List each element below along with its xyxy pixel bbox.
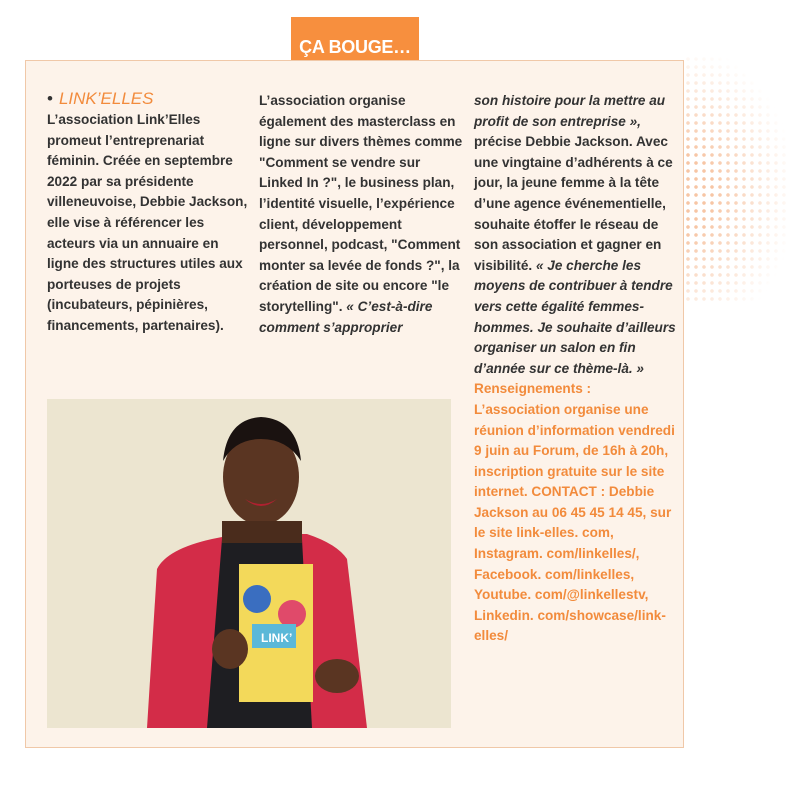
quote-end: son histoire pour la mettre au profit de son entreprise », [474,93,666,129]
quote-start: « C’est-à-dire comment s’approprier [259,298,433,335]
column-1-text: L’association Link’Elles promeut l’entreprenariat féminin. Créée en septembre 2022 par sa présidente villeneuvoise, Debbie Jackson, elle vise à référencer les acteurs via un annuaire en ligne des structures utiles aux porteuses de projets (incubateurs, pépinières, financements, partenaires). [47,112,248,333]
column-2-text: L’association organise également des masterclass en ligne sur divers thèmes comme "Comment se vendre sur Linked In ?", le business plan, l’identité visuelle, l’expérience client, développement personnel, podcast, "Comment monter sa levée de fonds ?", la création de site ou encore "le storytelling". [259,93,463,314]
section-tab: ÇA BOUGE… [291,17,419,60]
column-1 [47,88,252,337]
portrait-photo [47,399,451,728]
quote-2: « Je cherche les moyens de contribuer à tendre vers cette égalité femmes-hommes. Je souhaite d’ailleurs organiser un salon en fin d’année sur ce thème-là. » [474,257,676,376]
bullet-icon: • [47,89,53,108]
column-2 [259,91,464,338]
photo-illustration [47,399,451,728]
column-3 [474,91,679,647]
article-heading: • LINK’ELLES [47,89,154,108]
svg-text:LINK’: LINK’ [261,631,293,645]
info-block: Renseignements : L’association organise une réunion d’information vendredi 9 juin au Forum, de 16h à 20h, inscription gratuite sur le site internet. CONTACT : Debbie Jackson au 06 45 45 14 45, sur le site link-elles. com, Instagram. com/linkelles/, Facebook. com/linkelles, Youtube. com/@linkellestv, Linkedin. com/showcase/link-elles/ [474,381,675,644]
halftone-decoration [684,55,790,305]
column-3-text: précise Debbie Jackson. Avec une vingtaine d’adhérents à ce jour, la jeune femme à la tête d’une agence événementielle, souhaite étoffer le réseau de son association et gagner en visibilité. [474,134,673,273]
